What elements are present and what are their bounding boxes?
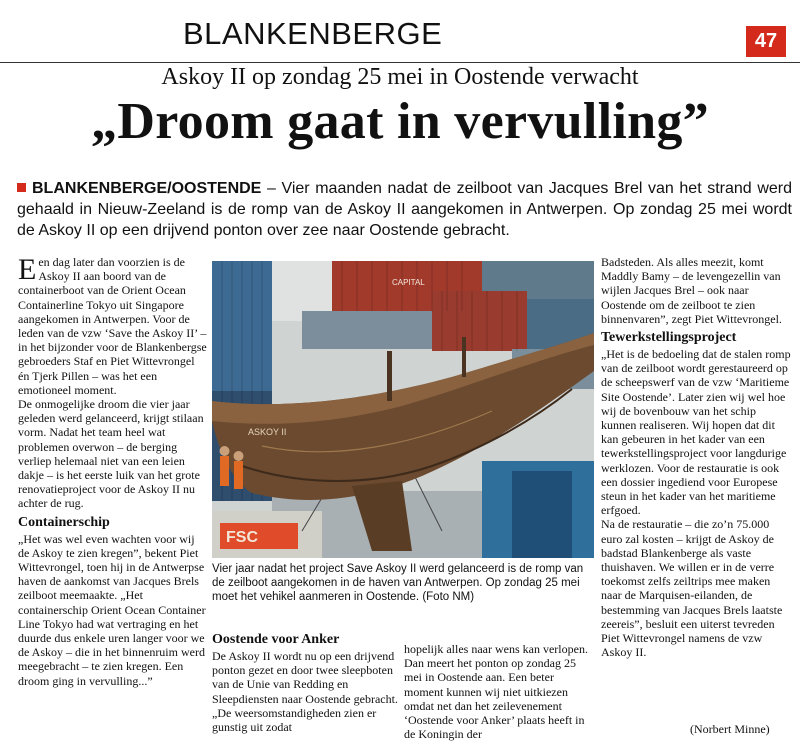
boat-photo-illustration [212, 261, 594, 558]
column-paragraph: De Askoy II wordt nu op een drijvend ponton gezet en door twee sleepboten van de Unie van Redding en Sleepdiensten naar Oostende gebracht. „De weersomstandigheden zien er gunstig uit zodat [212, 649, 398, 735]
article-photo [212, 261, 594, 558]
article-column-4 [601, 255, 793, 659]
lead-text: – Vier maanden nadat de zeilboot van Jacques Brel van het strand werd gehaald in Nieuw-Zeeland is de romp van de Askoy II aangekomen in Antwerpen. Op zondag 25 mei wordt de Askoy II op een drijvend ponton over zee naar Oostende gebracht. [17, 180, 792, 239]
article-headline: „Droom gaat in vervulling” [91, 93, 709, 150]
column-paragraph: Na de restauratie – die zo’n 75.000 euro zal kosten – krijgt de Askoy de badstad Blankenberge als vaste thuishaven. We willen er in de verre toekomst zelfs zeiltrips mee maken naar de Marquisen-eilanden, de bestemming van Jacques Brels laatste zeereis”, besluit een uiterst tevreden Piet Wittevrongel namens de vzw Askoy II. [601, 517, 783, 660]
author-signature: (Norbert Minne) [690, 722, 770, 736]
article-subtitle: Askoy II op zondag 25 mei in Oostende verwacht [161, 64, 639, 90]
lead-dateline: BLANKENBERGE/OOSTENDE [32, 180, 262, 197]
article-lead [17, 178, 792, 241]
lead-marker [17, 183, 26, 192]
subheading-containerschip: Containerschip [18, 514, 110, 530]
column-paragraph [18, 255, 208, 397]
article-column-2 [212, 628, 400, 734]
header-rule [0, 62, 800, 63]
article-column-1 [18, 255, 208, 688]
photo-container-label: CAPITAL [392, 278, 425, 287]
photo-hull-name: ASKOY II [248, 427, 287, 437]
subheading-oostende-voor-anker: Oostende voor Anker [212, 632, 340, 647]
photo-caption: Vier jaar nadat het project Save Askoy II werd gelanceerd is de romp van de zeilboot aangekomen in de haven van Antwerpen. Op zondag 25 mei moet het vehikel aanmeren in Oostende. (Foto NM) [212, 563, 584, 603]
photo-crate-label: FSC [226, 529, 258, 546]
column-paragraph: „Het was wel even wachten voor wij de Askoy te zien kregen”, bekent Piet Wittevrongel, toen hij in de Antwerpse haven de aankomst van Jacques Brels zeilboot meemaakte. „Het containerschip Orient Ocean Container Line Tokyo had wat vertraging en het duurde dus enkele uren langer voor we de Askoy – die in het binnenruim werd meegebracht – te zien kregen. Een droom ging in vervulling...” [18, 531, 206, 688]
column-paragraph: hopelijk alles naar wens kan verlopen. Dan meert het ponton op zondag 25 mei in Oostende aan. Een beter moment kunnen wij niet uitkiezen omdat net dan het zeilevenement ‘Oostende voor Anker’ plaats heeft in de Koningin der [404, 642, 588, 742]
column-paragraph: De onmogelijke droom die vier jaar geleden werd gelanceerd, krijgt stilaan vorm. Nadat het team heel wat problemen overwon – de berging verliep helemaal niet van een leien dakje – is het eerste luik van het grote renovatieproject voor de Askoy II nu achter de rug. [18, 397, 204, 511]
subheading-tewerkstellingsproject: Tewerkstellingsproject [601, 330, 737, 346]
page-number-badge: 47 [746, 26, 786, 57]
article-column-3 [404, 642, 594, 741]
paragraph-text: en dag later dan voorzien is de Askoy II aan boord van de containerboot van de Orient Ocean Containerline Tokyo uit Singapore aangekomen in Antwerpen. Voor de leden van de vzw ‘Save the Askoy II’ – in het bijzonder voor de Blankenbergse gebroeders Staf en Piet Wittevrongel én Tjerk Pillen – was het een emotioneel moment. [18, 255, 207, 397]
section-title: BLANKENBERGE [183, 16, 443, 51]
column-paragraph: Badsteden. Als alles meezit, komt Maddly Bamy – de levengezellin van wijlen Jacques Brel – ook naar Oostende om de zeilboot te zien binnenvaren”, zegt Piet Wittevrongel. [601, 255, 782, 326]
column-paragraph: „Het is de bedoeling dat de stalen romp van de zeilboot wordt gerestaureerd op de scheepswerf van de vzw ‘Maritieme Site Oostende’. Later zien wij wel hoe wij de bovenbouw van het schip kunnen realiseren. Wij hopen dat dit kan gebeuren in het kader van een tewerkstellingsproject voor langdurige werklozen. Voor de restauratie is ook een dossier ingediend voor Europese steun in het kader van het maritieme erfgoed. [601, 347, 791, 518]
drop-cap: E [18, 253, 37, 286]
